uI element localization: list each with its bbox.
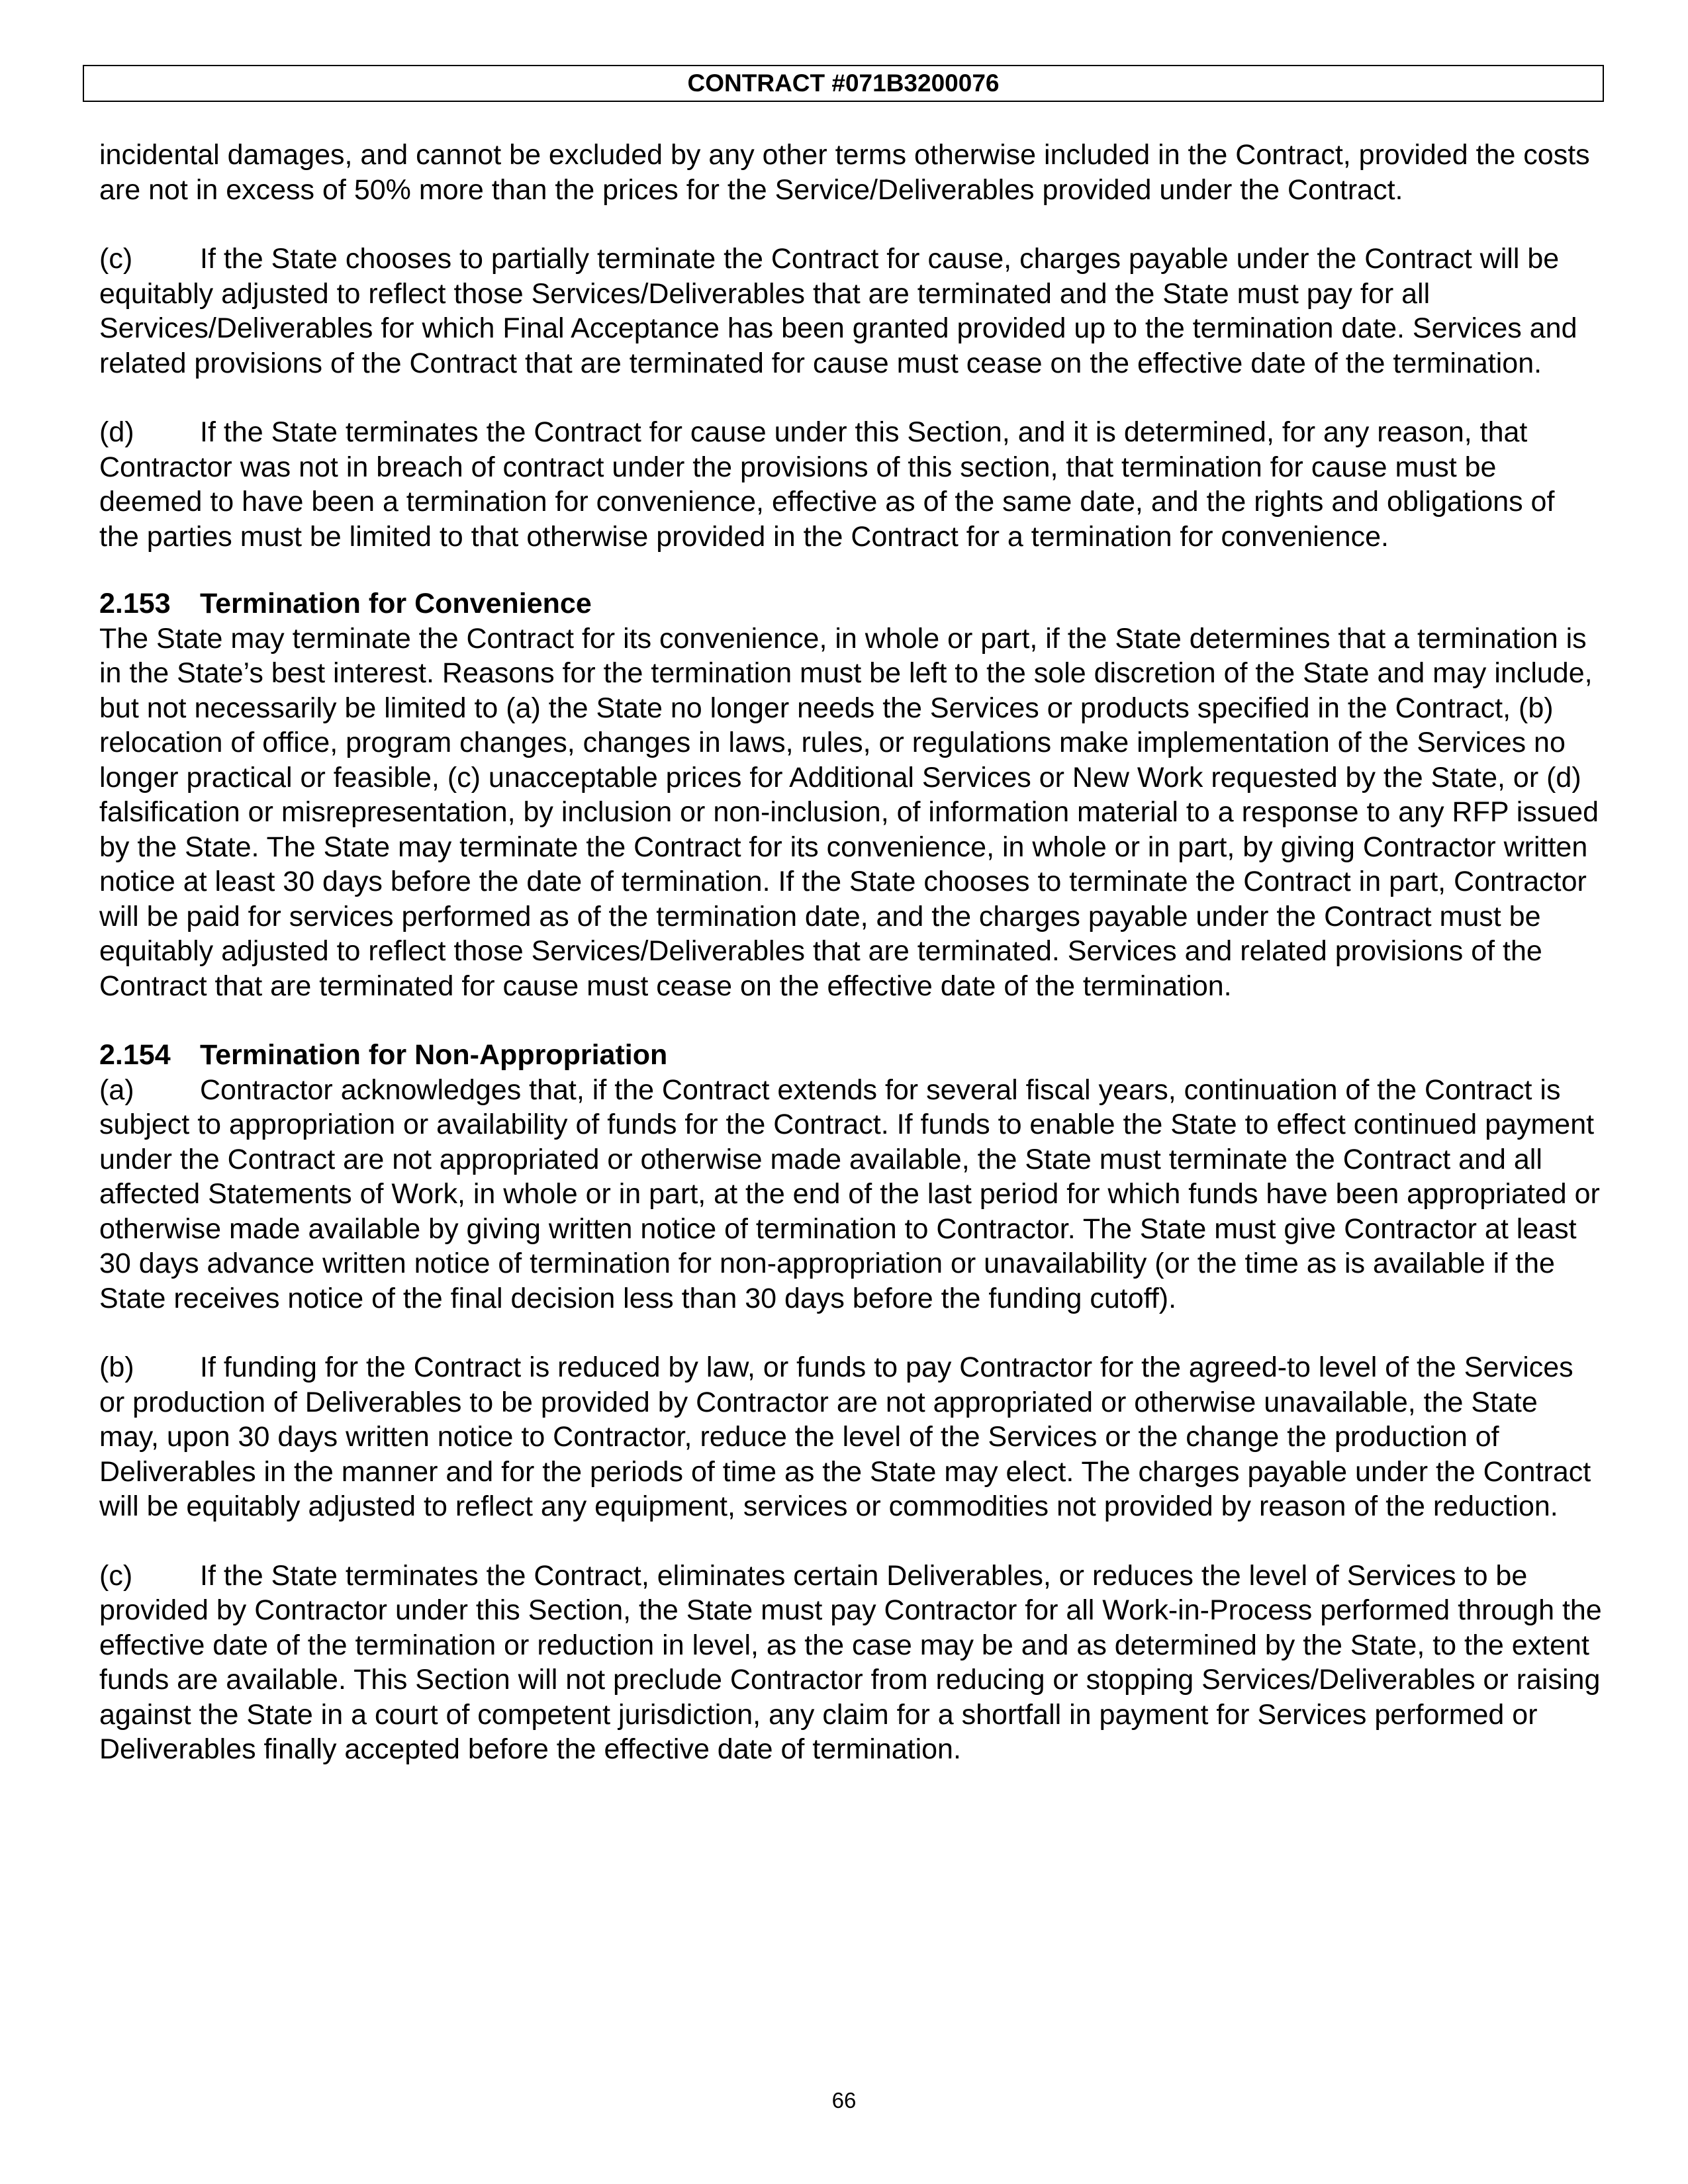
page-number: 66	[831, 2088, 857, 2113]
paragraph-label: (d)	[99, 416, 134, 448]
paragraph-text: If the State terminates the Contract for cause under this Section, and it is determined, for any reason, that Contractor was not in breach of contract under the provisions of this section, that termination for cause must be deemed to have been a termination for convenience, effective as of the same date, and the rights and obligations of the parties must be limited to that otherwise provided in the Contract for a termination for convenience.	[99, 416, 1555, 553]
paragraph-label: (a)	[99, 1073, 134, 1106]
paragraph-label: (b)	[99, 1351, 134, 1383]
paragraph-text: If funding for the Contract is reduced by law, or funds to pay Contractor for the agreed-to level of the Services or production of Deliverables to be provided by Contractor are not appropriated or otherwise unavailable, the State may, upon 30 days written notice to Contractor, reduce the level of the Services or the change the production of Deliverables in the manner and for the periods of time as the State may elect. The charges payable under the Contract will be equitably adjusted to reflect any equipment, services or commodities not provided by reason of the reduction.	[99, 1351, 1591, 1522]
section-2-154	[99, 1038, 1602, 1316]
paragraph-c-cause	[99, 242, 1602, 381]
paragraph-text: If the State terminates the Contract, eliminates certain Deliverables, or reduces the level of Services to be provided by Contractor under this Section, the State must pay Contractor for all Work-in-Process performed through the effective date of the termination or reduction in level, as the case may be and as determined by the State, to the extent funds are available. This Section will not preclude Contractor from reducing or stopping Services/Deliverables or raising against the State in a court of competent jurisdiction, any claim for a shortfall in payment for Services performed or Deliverables finally accepted before the effective date of termination.	[99, 1559, 1602, 1765]
section-title: Termination for Convenience	[200, 588, 592, 619]
section-heading	[99, 1038, 1602, 1073]
section-text: The State may terminate the Contract for its convenience, in whole or part, if the State determines that a termination is in the State’s best interest. Reasons for the termination must be left to the sole discretion of the State and may include, but not necessarily be limited to (a) the State no longer needs the Services or products specified in the Contract, (b) relocation of office, program changes, changes in laws, rules, or regulations make implementation of the Services no longer practical or feasible, (c) unacceptable prices for Additional Services or New Work requested by the State, or (d) falsification or misrepresentation, by inclusion or non-inclusion, of information material to a response to any RFP issued by the State. The State may terminate the Contract for its convenience, in whole or in part, by giving Contractor written notice at least 30 days before the date of termination. If the State chooses to terminate the Contract in part, Contractor will be paid for services performed as of the termination date, and the charges payable under the Contract must be equitably adjusted to reflect those Services/Deliverables that are terminated. Services and related provisions of the Contract that are terminated for cause must cease on the effective date of the termination.	[99, 622, 1599, 1002]
document-body	[99, 138, 1602, 1801]
section-number: 2.154	[99, 1039, 171, 1071]
paragraph-label: (c)	[99, 243, 133, 275]
section-number: 2.153	[99, 588, 171, 619]
contract-number-title: CONTRACT #071B3200076	[687, 69, 1000, 97]
intro-paragraph: incidental damages, and cannot be excluded by any other terms otherwise included in the Contract, provided the costs are not in excess of 50% more than the prices for the Service/Deliverables provided under the Contract.	[99, 139, 1590, 206]
paragraph-d-cause	[99, 415, 1602, 554]
contract-header	[83, 65, 1604, 102]
section-2-153	[99, 586, 1602, 1003]
paragraph-label: (c)	[99, 1559, 133, 1592]
paragraph-a-nonappropriation	[99, 1073, 1602, 1316]
section-heading	[99, 586, 1602, 621]
paragraph-b-nonappropriation	[99, 1350, 1602, 1524]
section-title: Termination for Non-Appropriation	[200, 1039, 668, 1071]
paragraph-text: If the State chooses to partially terminate the Contract for cause, charges payable under the Contract will be equitably adjusted to reflect those Services/Deliverables that are terminated and the State must pay for all Services/Deliverables for which Final Acceptance has been granted provided up to the termination date. Services and related provisions of the Contract that are terminated for cause must cease on the effective date of the termination.	[99, 243, 1577, 379]
paragraph-c-nonappropriation	[99, 1559, 1602, 1767]
paragraph-text: Contractor acknowledges that, if the Contract extends for several fiscal years, continuation of the Contract is subject to appropriation or availability of funds for the Contract. If funds to enable the State to effect continued payment under the Contract are not appropriated or otherwise made available, the State must terminate the Contract and all affected Statements of Work, in whole or in part, at the end of the last period for which funds have been appropriated or otherwise made available by giving written notice of termination to Contractor. The State must give Contractor at least 30 days advance written notice of termination for non-appropriation or unavailability (or the time as is available if the State receives notice of the final decision less than 30 days before the funding cutoff).	[99, 1073, 1600, 1314]
